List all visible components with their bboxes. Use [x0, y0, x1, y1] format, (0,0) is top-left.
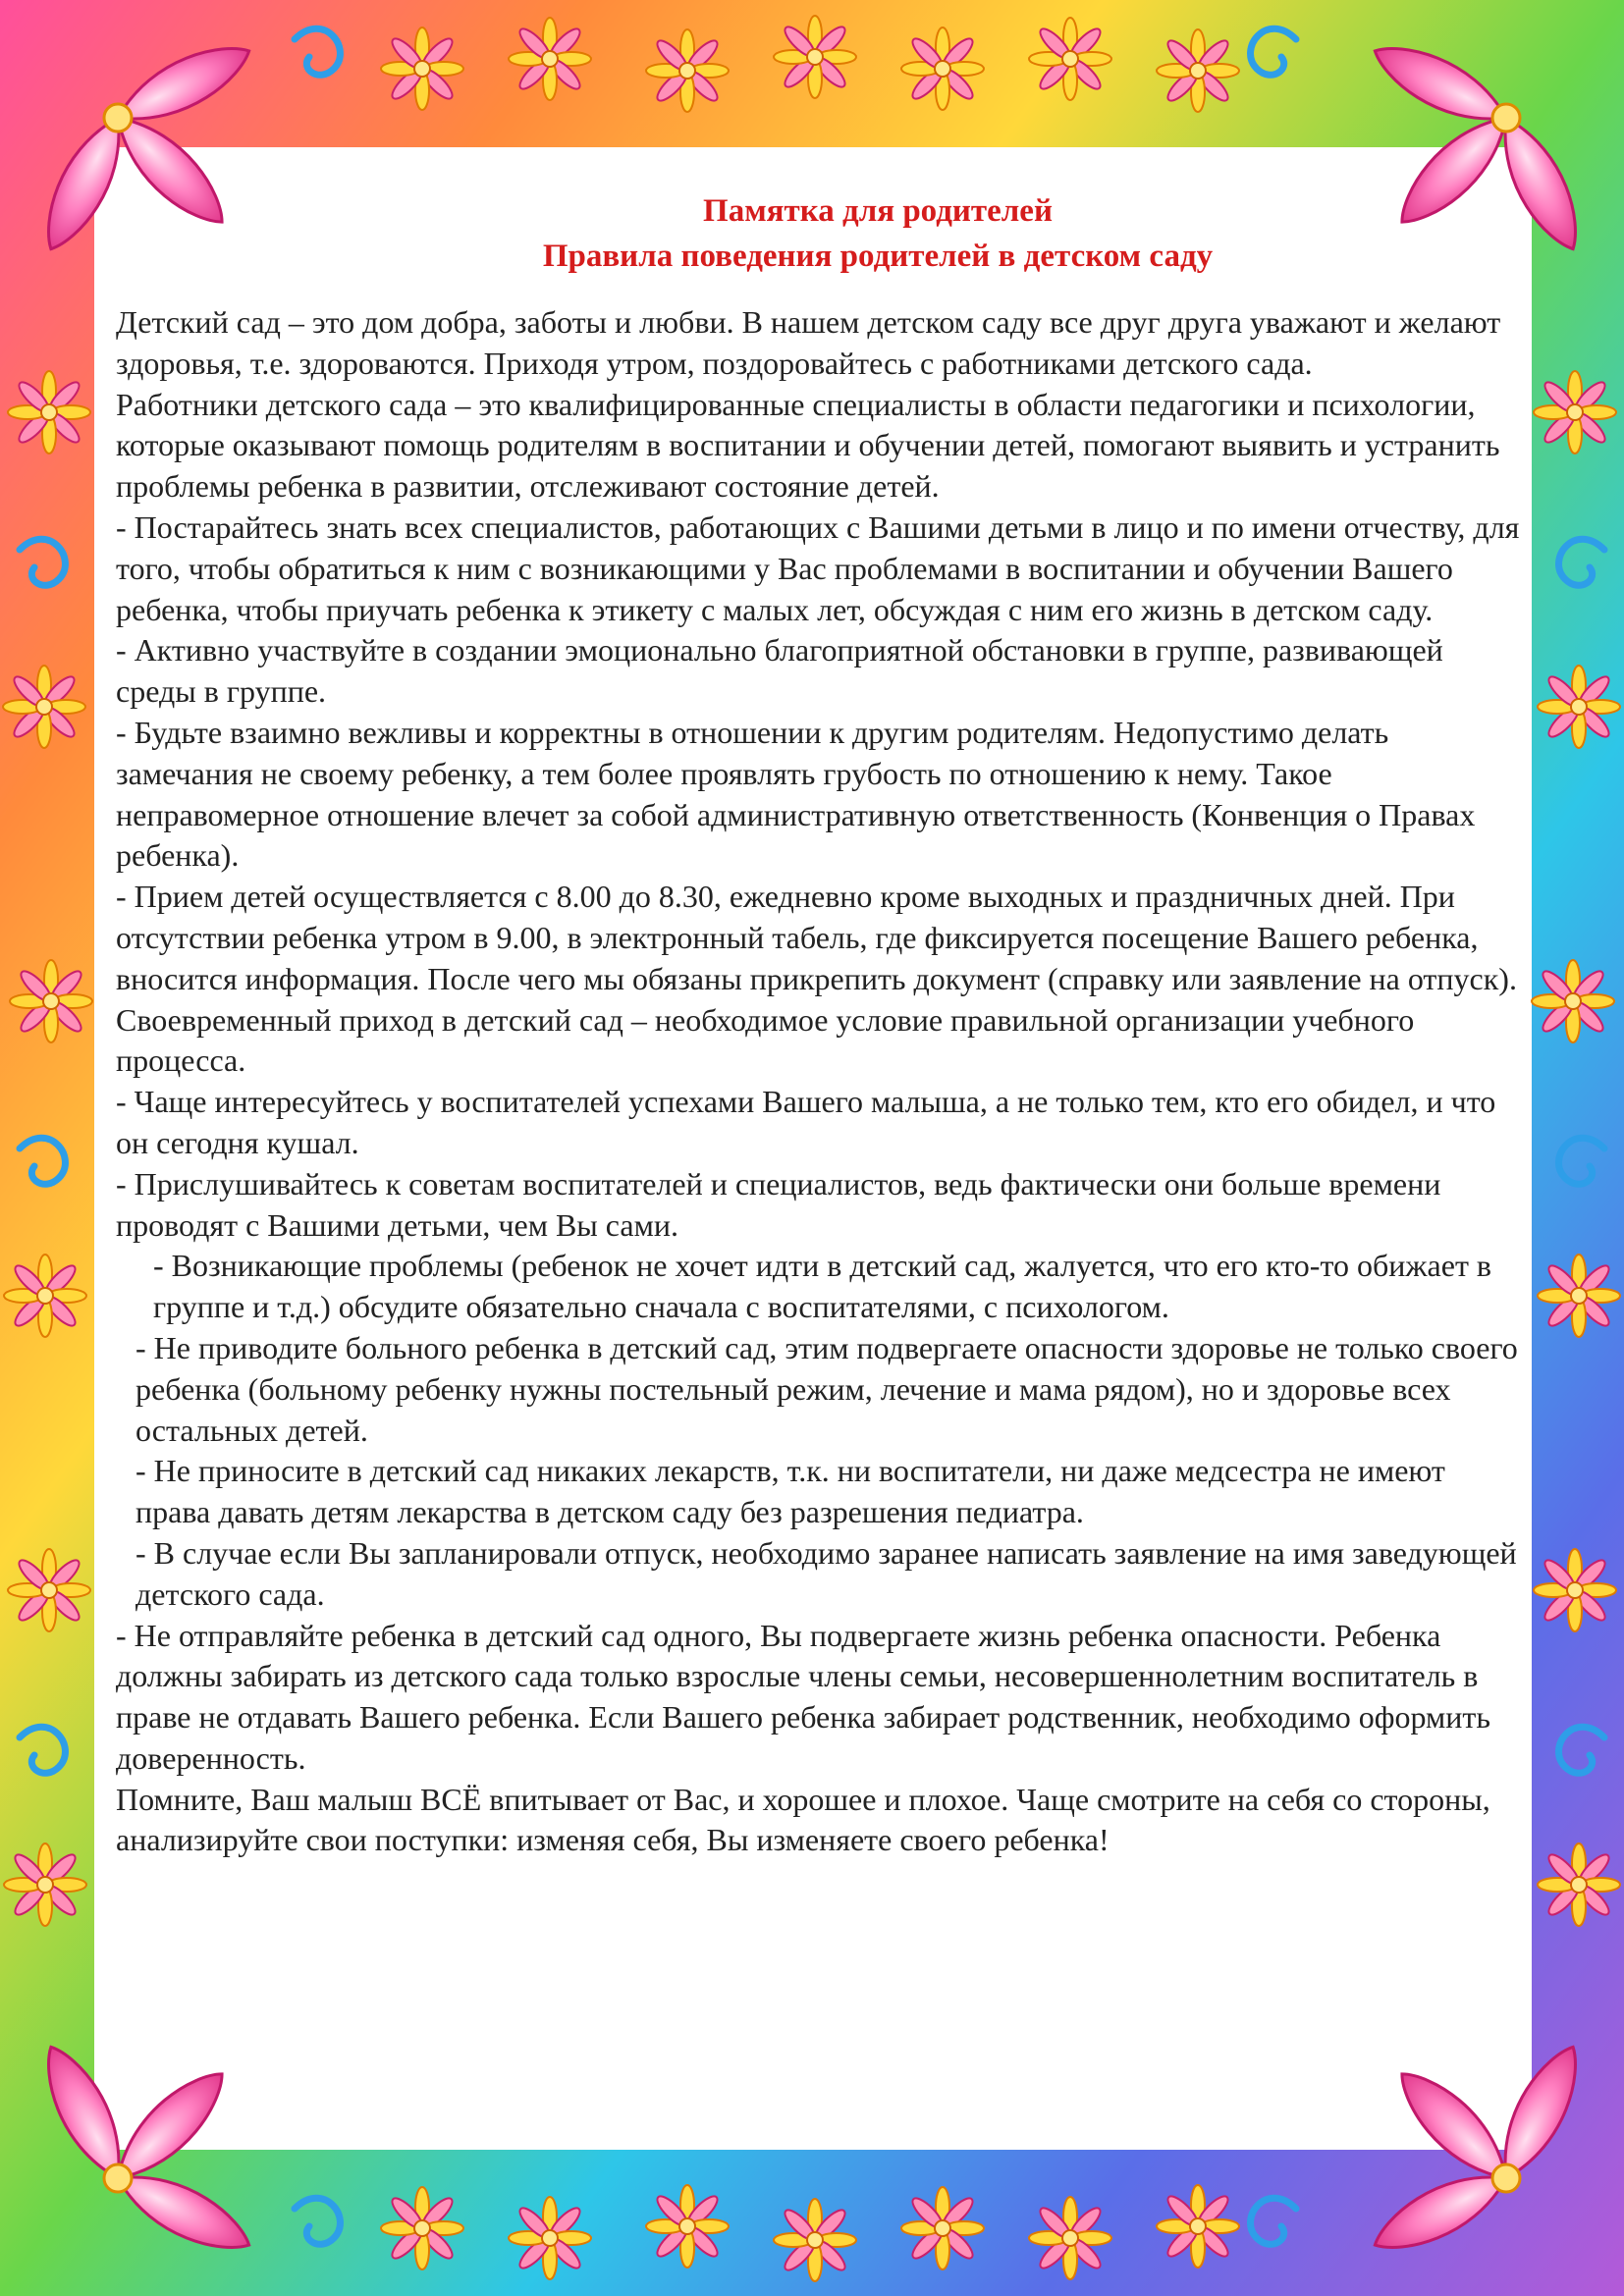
memo-document: [116, 188, 1522, 1861]
paragraph-rule: - Прием детей осуществляется с 8.00 до 8.30, ежедневно кроме выходных и праздничных дней. При отсутствии ребенка утром в 9.00, в электронный табель, где фиксируется посещение Вашего ребенка, вносится информация. После чего мы обязаны прикрепить документ (справку или заявление на отпуск). Своевременный приход в детский сад – необходимое условие правильной организации учебного процесса.: [116, 879, 1517, 1079]
paragraph-rule: - Не приводите больного ребенка в детский сад, этим подвергаете опасности здоровье не только своего ребенка (больному ребенку нужны постельный режим, лечение и мама рядом), но и здоровье всех остальных детей.: [135, 1329, 1518, 1448]
paragraph-rule: - Постарайтесь знать всех специалистов, работающих с Вашими детьми в лицо и по имени отчеству, для того, чтобы обратиться к ним с возникающими у Вас проблемами в воспитании и обучении Вашего ребенка, чтобы приучать ребенка к этикету с малых лет, обсуждая с ним его жизнь в детском саду.: [116, 508, 1520, 627]
paragraph-intro: Детский сад – это дом добра, заботы и любви. В нашем детском саду все друг друга уважают и желают здоровья, т.е. здороваются. Приходя утром, поздоровайтесь с работниками детского сада.: [116, 304, 1501, 381]
paragraph-rule: - Прислушивайтесь к советам воспитателей и специалистов, ведь фактически они больше времени проводят с Вашими детьми, чем Вы сами.: [116, 1165, 1441, 1243]
paragraph-rule: - Не приносите в детский сад никаких лекарств, т.к. ни воспитатели, ни даже медсестра не имеют права давать детям лекарства в детском саду без разрешения педиатра.: [135, 1453, 1445, 1530]
paragraph-rule: - Будьте взаимно вежливы и корректны в отношении к другим родителям. Недопустимо делать замечания не своему ребенку, а тем более проявлять грубость по отношению к нему. Такое неправомерное отношение влечет за собой административную ответственность (Конвенция о Правах ребенка).: [116, 714, 1476, 874]
paragraph-closing: Помните, Ваш малыш ВСЁ впитывает от Вас, и хорошее и плохое. Чаще смотрите на себя со стороны, анализируйте свои поступки: изменяя себя, Вы изменяете своего ребенка!: [116, 1781, 1490, 1858]
paragraph-staff: Работники детского сада – это квалифицированные специалисты в области педагогики и психологии, которые оказывают помощь родителям в воспитании и обучении детей, помогают выявить и устранить проблемы ребенка в развитии, отслеживают состояние детей.: [116, 386, 1500, 505]
title-line-1: Памятка для родителей: [703, 193, 1053, 229]
paragraph-rule: - Чаще интересуйтесь у воспитателей успехами Вашего малыша, а не только тем, кто его обидел, и что он сегодня кушал.: [116, 1084, 1496, 1160]
paragraph-rule: - Не отправляйте ребенка в детский сад одного, Вы подвергаете жизнь ребенка опасности. Ребенка должны забирать из детского сада только взрослые члены семьи, несовершеннолетним воспитатель в праве не отдавать Вашего ребенка. Если Вашего ребенка забирает родственник, необходимо оформить доверенность.: [116, 1617, 1490, 1776]
paragraph-rule: - В случае если Вы запланировали отпуск, необходимо заранее написать заявление на имя заведующей детского сада.: [135, 1534, 1517, 1612]
paragraph-rule: - Возникающие проблемы (ребенок не хочет идти в детский сад, жалуется, что его кто-то обижает в группе и т.д.) обсудите обязательно сначала с воспитателями, с психологом.: [153, 1248, 1492, 1325]
memo-body: [116, 302, 1522, 1861]
paragraph-rule: - Активно участвуйте в создании эмоционально благоприятной обстановки в группе, развивающей среды в группе.: [116, 632, 1443, 710]
title-line-2: Правила поведения родителей в детском саду: [542, 239, 1214, 274]
